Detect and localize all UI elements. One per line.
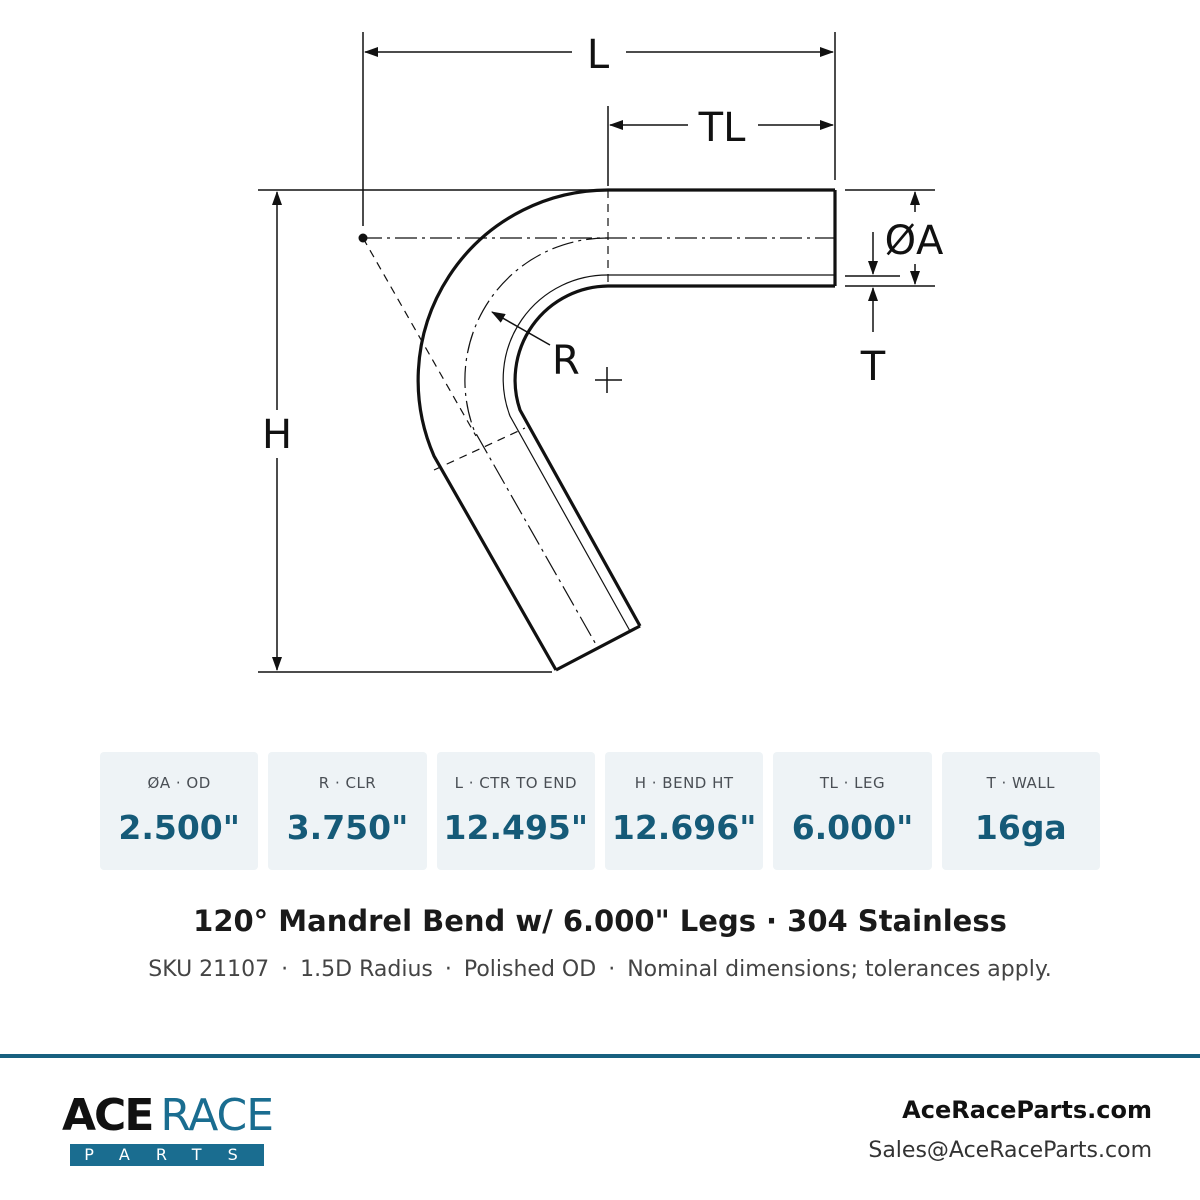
contact-info bbox=[868, 1096, 1152, 1163]
dim-R-label: R bbox=[552, 338, 580, 384]
bend-origin-dot bbox=[359, 234, 368, 243]
spec-label: T · WALL bbox=[986, 774, 1056, 792]
separator: · bbox=[444, 957, 452, 982]
spec-label: ØA · OD bbox=[147, 774, 211, 792]
centerline bbox=[360, 238, 835, 648]
dim-H bbox=[258, 190, 600, 672]
finish-spec: Polished OD bbox=[463, 957, 597, 982]
dim-TL-label: TL bbox=[698, 105, 746, 151]
website-link[interactable]: AceRaceParts.com bbox=[902, 1096, 1152, 1124]
spec-card-leg bbox=[773, 752, 931, 870]
spec-label: R · CLR bbox=[318, 774, 377, 792]
spec-card-clr bbox=[268, 752, 426, 870]
logo-ace-text: ACE bbox=[62, 1090, 153, 1141]
spec-card-ctr-to-end bbox=[437, 752, 595, 870]
construction-lines bbox=[363, 190, 608, 470]
spec-card-od bbox=[100, 752, 258, 870]
separator: · bbox=[608, 957, 616, 982]
spec-value: 12.495" bbox=[443, 808, 589, 847]
product-subtitle bbox=[0, 957, 1200, 982]
tolerance-note: Nominal dimensions; tolerances apply. bbox=[627, 957, 1052, 982]
spec-label: H · BEND HT bbox=[634, 774, 734, 792]
sku: SKU 21107 bbox=[148, 957, 270, 982]
spec-value: 3.750" bbox=[286, 808, 409, 847]
dim-T-label: T bbox=[860, 344, 886, 390]
dim-OD-label: ØA bbox=[884, 218, 944, 264]
radius-center-mark bbox=[595, 367, 622, 393]
logo-parts-bar: PARTS bbox=[70, 1144, 264, 1166]
spec-value: 2.500" bbox=[118, 808, 240, 847]
spec-label: TL · LEG bbox=[819, 774, 886, 792]
spec-label: L · CTR TO END bbox=[454, 774, 578, 792]
footer-divider bbox=[0, 1054, 1200, 1058]
spec-value: 12.696" bbox=[611, 808, 757, 847]
spec-value: 6.000" bbox=[791, 808, 914, 847]
product-title: 120° Mandrel Bend w/ 6.000" Legs · 304 Stainless bbox=[193, 904, 1007, 938]
logo-race-text: RACE bbox=[160, 1090, 274, 1141]
email-link[interactable]: Sales@AceRaceParts.com bbox=[868, 1138, 1152, 1163]
spec-card-wall bbox=[942, 752, 1100, 870]
dim-H-label: H bbox=[261, 412, 293, 458]
spec-value: 16ga bbox=[974, 808, 1067, 847]
brand-logo bbox=[58, 1090, 274, 1172]
dim-L-label: L bbox=[586, 32, 610, 78]
radius-spec: 1.5D Radius bbox=[300, 957, 433, 982]
tube-outline bbox=[418, 190, 835, 670]
spec-card-bend-ht bbox=[605, 752, 763, 870]
spec-cards bbox=[100, 752, 1100, 870]
separator: · bbox=[281, 957, 289, 982]
